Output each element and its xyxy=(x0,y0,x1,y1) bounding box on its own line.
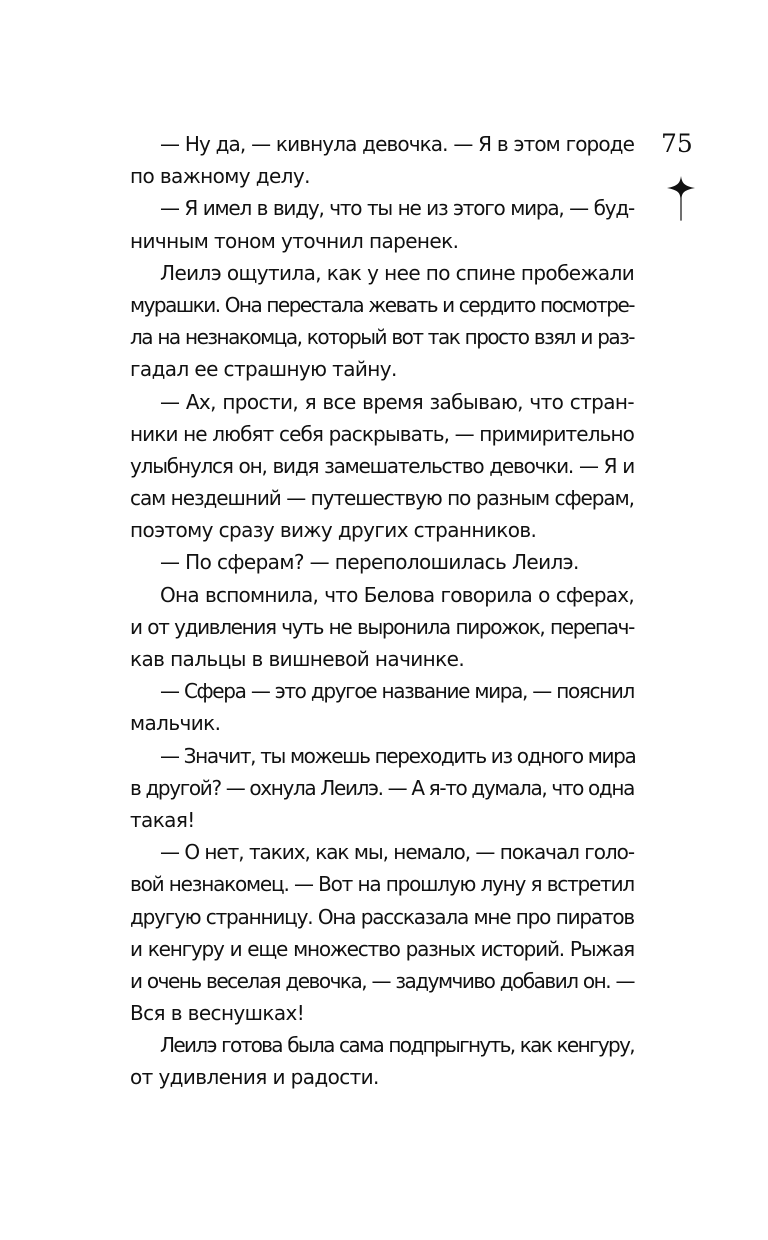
text-line: сам нездешний — путешествую по разным сферам, xyxy=(130,486,634,511)
text-line: ла на незнакомца, который вот так просто взял и раз- xyxy=(130,325,634,350)
text-line: другую странницу. Она рассказала мне про пиратов xyxy=(130,904,634,929)
text-line: улыбнулся он, видя замешательство девочки. — Я и xyxy=(130,453,634,478)
text-line: в другой? — охнула Леилэ. — А я-то думала, что одна xyxy=(130,775,635,800)
text-line: вой незнакомец. — Вот на прошлую луну я встретил xyxy=(130,872,634,897)
text-line: мурашки. Она перестала жевать и сердито посмотре- xyxy=(130,292,634,317)
text-line: — Значит, ты можешь переходить из одного мира xyxy=(160,743,636,768)
text-line: по важному делу. xyxy=(130,164,310,189)
text-line: и очень веселая девочка, — задумчиво добавил он. — xyxy=(130,968,634,993)
text-line: — Я имел в виду, что ты не из этого мира, — буд- xyxy=(160,196,634,221)
text-line: Она вспомнила, что Белова говорила о сферах, xyxy=(160,582,634,607)
body-text xyxy=(130,128,634,1094)
text-line: ники не любят себя раскрывать, — примирительно xyxy=(130,421,634,446)
text-line: и кенгуру и еще множество разных историй. Рыжая xyxy=(130,936,634,961)
text-line: — Ах, прости, я все время забываю, что стран- xyxy=(160,389,634,414)
four-point-star-dagger-icon xyxy=(667,176,695,222)
text-line: от удивления и радости. xyxy=(130,1065,379,1090)
text-line: — Сфера — это другое название мира, — пояснил xyxy=(160,679,634,704)
text-line: — Ну да, — кивнула девочка. — Я в этом городе xyxy=(160,132,634,156)
text-line: Леилэ ощутила, как у нее по спине пробежали xyxy=(160,260,635,285)
text-line: — О нет, таких, как мы, немало, — покачал голо- xyxy=(160,840,634,865)
text-line: — По сферам? — переполошилась Леилэ. xyxy=(160,550,579,575)
text-line: Вся в веснушках! xyxy=(130,1001,305,1026)
page-number: 75 xyxy=(661,129,693,158)
text-line: Леилэ готова была сама подпрыгнуть, как кенгуру, xyxy=(160,1033,634,1058)
text-line: мальчик. xyxy=(130,711,221,736)
text-line: ничным тоном уточнил паренек. xyxy=(130,228,459,253)
text-line: гадал ее страшную тайну. xyxy=(130,357,397,382)
text-line: такая! xyxy=(130,807,195,832)
text-line: поэтому сразу вижу других странников. xyxy=(130,518,537,543)
text-line: и от удивления чуть не выронила пирожок, перепач- xyxy=(130,614,634,639)
text-line: кав пальцы в вишневой начинке. xyxy=(130,647,465,671)
